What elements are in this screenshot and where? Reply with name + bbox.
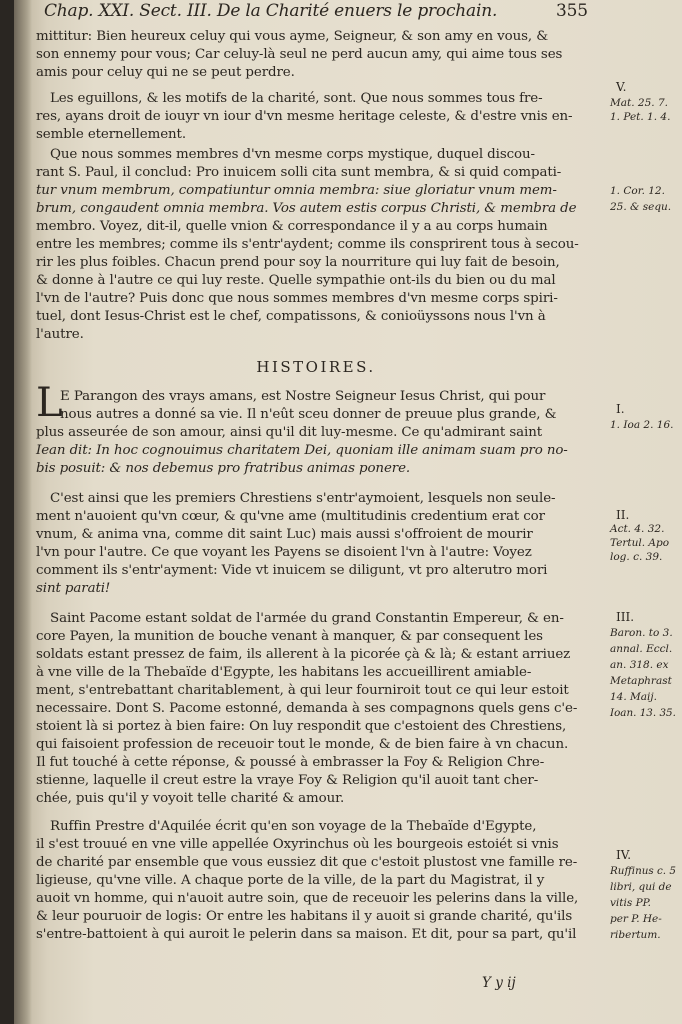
margin-numeral: I. (616, 402, 625, 416)
text-line: stienne, laquelle il creut estre la vraye Foy & Religion qu'il auoit tant cher- (36, 773, 539, 788)
margin-numeral: IV. (616, 848, 632, 862)
text-line: à vne ville de la Thebaïde d'Egypte, les habitans les accueillirent amiable- (36, 665, 532, 680)
margin-reference: ribertum. (610, 929, 661, 941)
text-line: plus asseurée de son amour, ainsi qu'il dit luy-mesme. Ce qu'admirant saint (36, 425, 543, 440)
text-line: il s'est trouué en vne ville appellée Oxyrinchus où les bourgeois estoiét si vnis (36, 837, 559, 852)
text-line: bis posuit: & nos debemus pro fratribus animas ponere. (36, 461, 411, 476)
text-line: brum, congaudent omnia membra. Vos autem estis corpus Christi, & membra de (36, 201, 577, 216)
text-line: de charité par ensemble que vous eussiez dit que c'estoit plustost vne famille re- (36, 855, 578, 870)
signature-mark: Y y ij (482, 975, 516, 991)
text-line: nous autres a donné sa vie. Il n'eût sceu donner de preuue plus grande, & (60, 407, 557, 422)
text-line: l'vn pour l'autre. Ce que voyant les Payens se disoient l'vn à l'autre: Voyez (36, 545, 532, 560)
margin-reference: 1. Cor. 12. (610, 185, 665, 197)
margin-reference: Mat. 25. 7. (610, 97, 668, 109)
margin-reference: Ruffinus c. 5 (610, 865, 676, 877)
text-line: s'entre-battoient à qui auroit le pelerin dans sa maison. Et dit, pour sa part, qu'il (36, 927, 577, 942)
text-line: rant S. Paul, il conclud: Pro inuicem solli cita sunt membra, & si quid compati- (36, 165, 562, 180)
text-line: ment n'auoient qu'vn cœur, & qu'vne ame (multitudinis credentium erat cor (36, 509, 545, 524)
text-line: Il fut touché à cette réponse, & poussé à embrasser la Foy & Religion Chre- (36, 755, 545, 770)
margin-numeral: III. (616, 610, 635, 624)
margin-reference: 1. Ioa 2. 16. (610, 419, 674, 431)
margin-reference: vitis PP. (610, 897, 651, 909)
section-heading: HISTOIRES. (256, 358, 376, 376)
margin-numeral: II. (616, 508, 630, 522)
text-line: amis pour celuy qui ne se peut perdre. (36, 65, 295, 80)
margin-reference: 25. & sequ. (610, 201, 672, 213)
text-line: Ruffin Prestre d'Aquilée écrit qu'en son voyage de la Thebaïde d'Egypte, (50, 819, 537, 834)
text-line: E Parangon des vrays amans, est Nostre Seigneur Iesus Christ, qui pour (60, 389, 546, 404)
text-line: stoient là si portez à bien faire: On luy respondit que c'estoient des Chrestiens, (36, 719, 567, 734)
margin-reference: Tertul. Apo (610, 537, 670, 549)
text-line: son ennemy pour vous; Car celuy-là seul ne perd aucun amy, qui aime tous ses (36, 47, 563, 62)
text-line: core Payen, la munition de bouche venant à manquer, & par consequent les (36, 629, 543, 644)
margin-reference: Baron. to 3. (610, 627, 673, 639)
text-line: tuel, dont Iesus-Christ est le chef, compatissons, & conioüyssons nous l'vn à (36, 309, 546, 324)
book-spine-shadow (14, 0, 32, 1024)
margin-reference: log. c. 39. (610, 551, 663, 563)
margin-reference: per P. He- (610, 913, 662, 925)
text-line: auoit vn homme, qui n'auoit autre soin, que de receuoir les pelerins dans la ville, (36, 891, 579, 906)
text-line: membro. Voyez, dit-il, quelle vnion & correspondance il y a au corps humain (36, 219, 548, 234)
text-line: Saint Pacome estant soldat de l'armée du grand Constantin Empereur, & en- (50, 611, 564, 626)
margin-numeral: V. (616, 80, 627, 94)
text-line: Les eguillons, & les motifs de la charité, sont. Que nous sommes tous fre- (50, 91, 543, 106)
text-line: l'autre. (36, 327, 84, 342)
book-page (14, 0, 682, 1024)
margin-reference: Ioan. 13. 35. (610, 707, 676, 719)
text-line: chée, puis qu'il y voyoit telle charité & amour. (36, 791, 345, 806)
page-number: 355 (556, 1, 588, 21)
text-line: necessaire. Dont S. Pacome estonné, demanda à ses compagnons quels gens c'e- (36, 701, 578, 716)
text-line: l'vn de l'autre? Puis donc que nous sommes membres d'vn mesme corps spiri- (36, 291, 558, 306)
text-line: soldats estant pressez de faim, ils allerent à la picorée çà & là; & estant arriuez (36, 647, 571, 662)
drop-cap: L (36, 380, 63, 426)
text-line: rir les plus foibles. Chacun prend pour soy la nourriture qui luy fait de besoin, (36, 255, 560, 270)
margin-reference: Act. 4. 32. (610, 523, 665, 535)
text-line: mittitur: Bien heureux celuy qui vous ayme, Seigneur, & son amy en vous, & (36, 29, 549, 44)
margin-reference: 14. Maij. (610, 691, 657, 703)
margin-reference: an. 318. ex (610, 659, 669, 671)
text-line: tur vnum membrum, compatiuntur omnia membra: siue gloriatur vnum mem- (36, 183, 557, 198)
text-line: C'est ainsi que les premiers Chrestiens s'entr'aymoient, lesquels non seule- (50, 491, 556, 506)
text-line: res, ayans droit de iouyr vn iour d'vn mesme heritage celeste, & d'estre vnis en- (36, 109, 573, 124)
text-line: entre les membres; comme ils s'entr'aydent; comme ils consprirent tous à secou- (36, 237, 579, 252)
running-title: Chap. XXI. Sect. III. De la Charité enuers le prochain. (44, 1, 498, 21)
text-line: Que nous sommes membres d'vn mesme corps mystique, duquel discou- (50, 147, 535, 162)
text-line: Iean dit: In hoc cognouimus charitatem Dei, quoniam ille animam suam pro no- (36, 443, 568, 458)
text-line: vnum, & anima vna, comme dit saint Luc) mais aussi s'offroient de mourir (36, 527, 533, 542)
text-line: & leur pouruoir de logis: Or entre les habitans il y auoit si grande charité, qu'ils (36, 909, 573, 924)
text-line: ment, s'entrebattant charitablement, à qui leur fourniroit tout ce qui leur estoit (36, 683, 569, 698)
margin-reference: libri, qui de (610, 881, 672, 893)
margin-reference: 1. Pet. 1. 4. (610, 111, 671, 123)
text-line: sint parati! (36, 581, 111, 596)
text-line: comment ils s'entr'ayment: Vide vt inuicem se diligunt, vt pro alterutro mori (36, 563, 548, 578)
text-line: qui faisoient profession de receuoir tout le monde, & de bien faire à vn chacun. (36, 737, 569, 752)
margin-reference: annal. Eccl. (610, 643, 673, 655)
text-line: & donne à l'autre ce qui luy reste. Quelle sympathie ont-ils du bien ou du mal (36, 273, 556, 288)
text-line: semble eternellement. (36, 127, 186, 142)
text-line: ligieuse, qu'vne ville. A chaque porte de la ville, de la part du Magistrat, il y (36, 873, 545, 888)
margin-reference: Metaphrast (610, 675, 672, 687)
